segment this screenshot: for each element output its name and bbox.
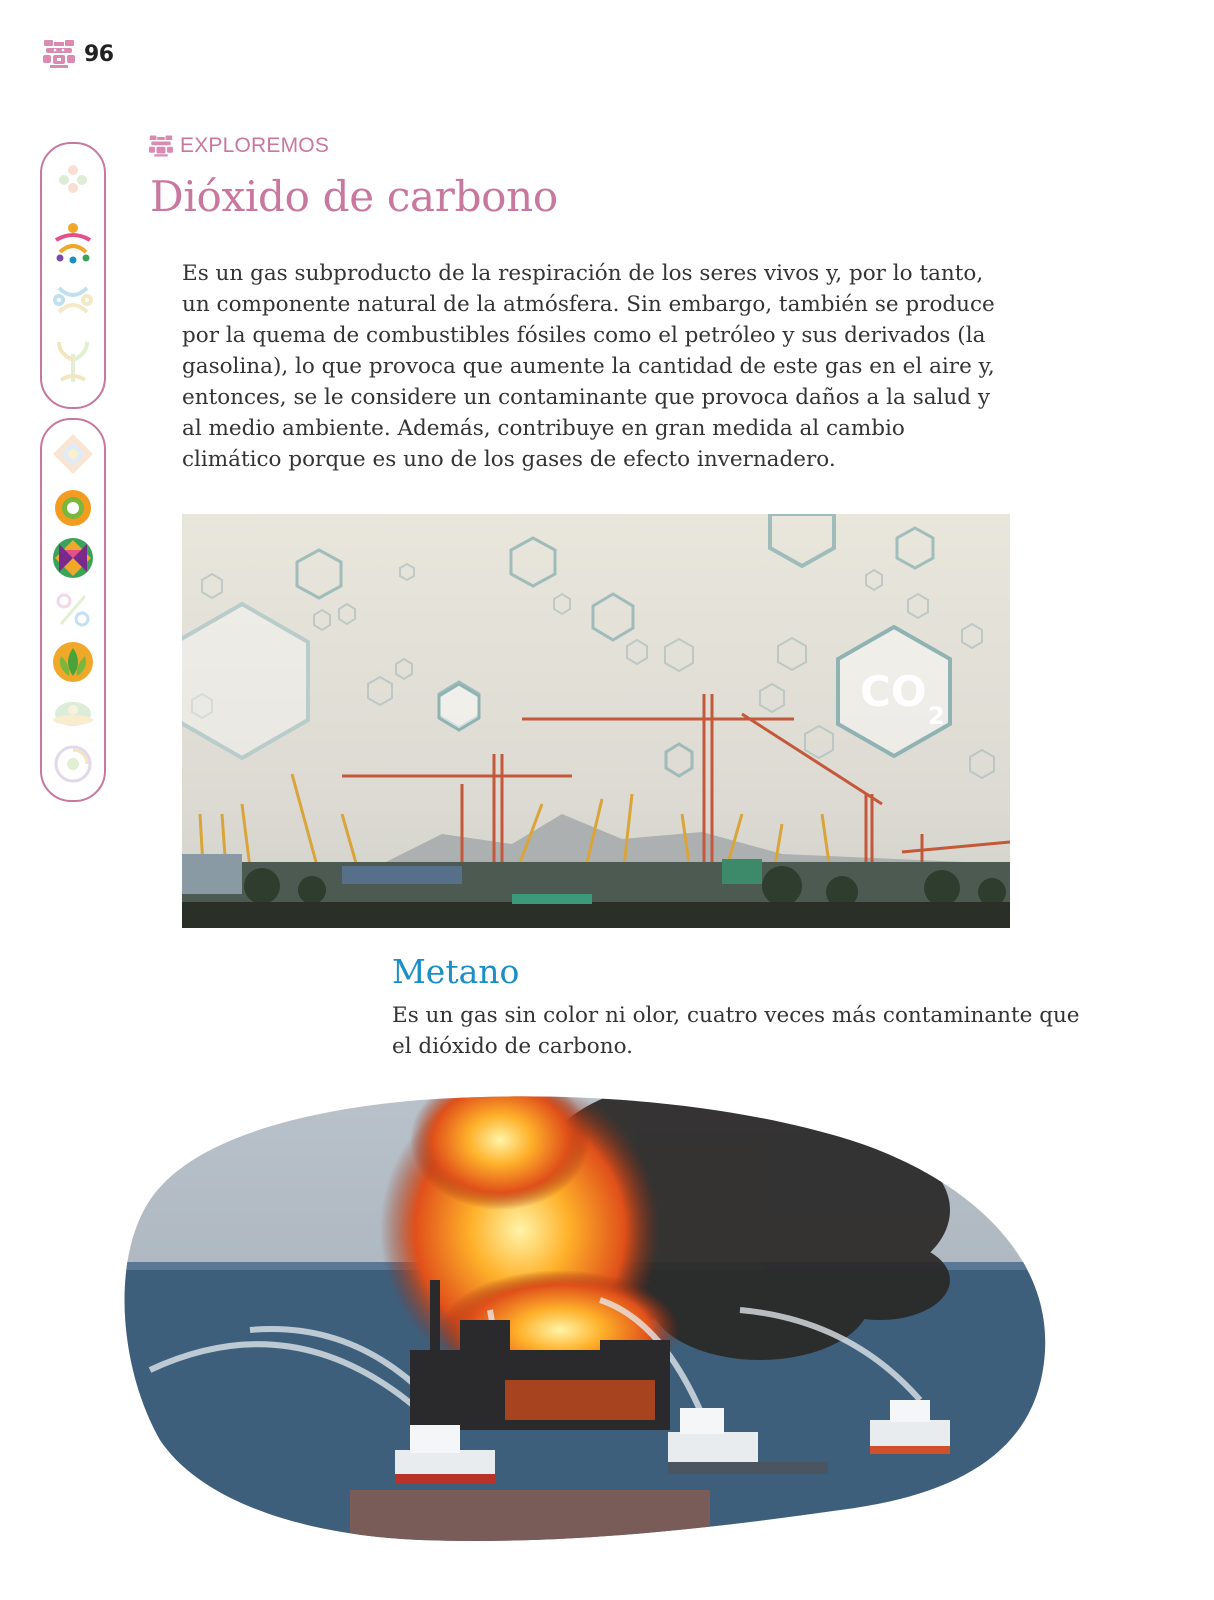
methane-title: Metano [392, 952, 520, 991]
co2-paragraph: Es un gas subproducto de la respiración de los seres vivos y, por lo tanto, un componente natural de la atmósfera. Sin embargo, también se produce por la quema de combustibles fósiles como el petróleo y sus derivados (la gasolina), lo que provoca que aumente la cantidad de este gas en el aire y, entonces, se le considere un contaminante que provoca daños a la salud y al medio ambiente. Además, contribuye en gran medida al cambio climático porque es uno de los gases de efecto invernadero. [182, 261, 995, 472]
methane-paragraph: Es un gas sin color ni olor, cuatro veces más contaminante que el dióxido de carbono. [392, 1003, 1080, 1059]
co2-overlay-subscript: 2 [928, 702, 945, 730]
section-label-text: EXPLOREMOS [180, 134, 330, 157]
co2-overlay-label: CO [860, 667, 927, 716]
page-number: 96 [84, 41, 114, 67]
page-title: Dióxido de carbono [150, 172, 558, 221]
